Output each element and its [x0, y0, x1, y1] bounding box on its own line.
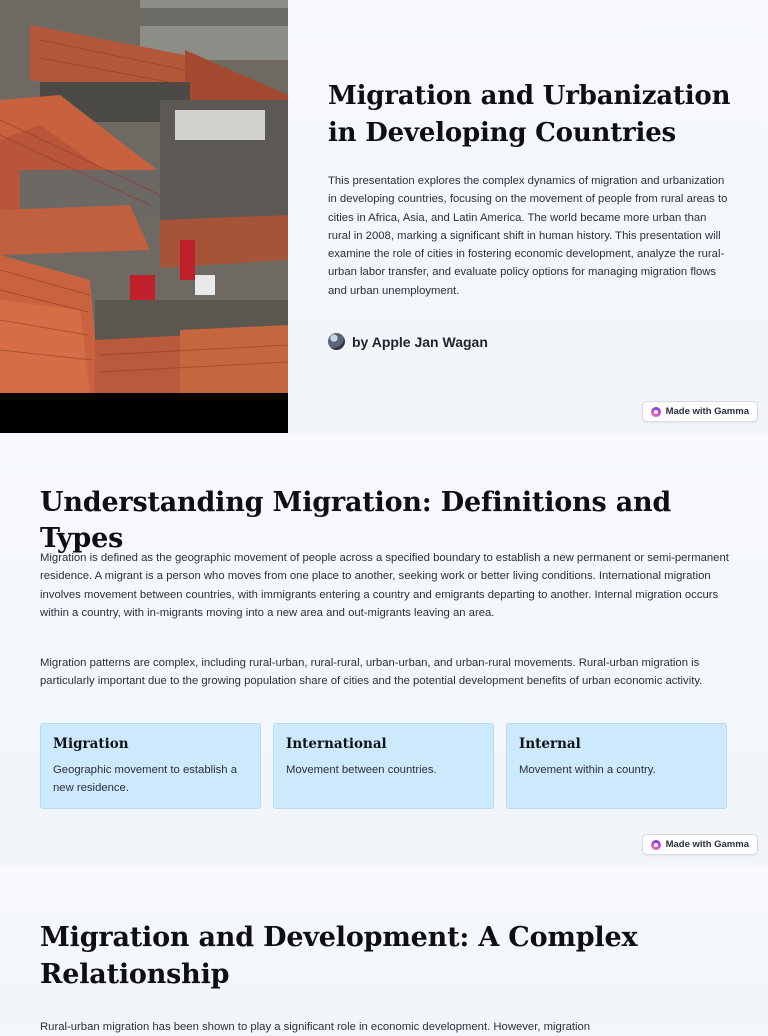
author-name: by Apple Jan Wagan	[352, 333, 488, 350]
slide2-paragraph-2: Migration patterns are complex, including rural-urban, rural-rural, urban-urban, and urban-rural movements. Rural-urban migration is particularly important due to the growing population share of cities and the potential development benefits of urban economic activity.	[40, 657, 703, 688]
card-text: Geographic movement to establish a new residence.	[53, 764, 237, 794]
avatar	[328, 333, 345, 350]
card-text: Movement within a country.	[519, 764, 656, 776]
slide2-title: Understanding Migration: Definitions and Types	[40, 487, 672, 554]
slide1-description: This presentation explores the complex dynamics of migration and urbanization in developing countries, focusing on the movement of people from rural areas to cities in Africa, Asia, and Latin America. The world became more urban than rural in 2008, marking a significant shift in human history. This presentation will examine the role of cities in fostering economic development, analyze the rural-urban labor transfer, and evaluate policy options for managing migration flows and urban unemployment.	[328, 175, 728, 297]
card-international	[273, 723, 494, 809]
slide2-paragraph-1: Migration is defined as the geographic movement of people across a specified boundary to establish a new permanent or semi-permanent residence. A migrant is a person who moves from one place to another, seeking work or better living conditions. International migration involves movement between countries, with immigrants entering a country and emigrants departing to another. Internal migration occurs within a country, with in-migrants moving into a new area and out-migrants leaving an area.	[40, 552, 729, 620]
slide3-title: Migration and Development: A Complex Relationship	[40, 922, 638, 990]
title-slide	[0, 0, 768, 433]
gamma-logo-icon	[651, 840, 661, 850]
rooftops-illustration	[0, 0, 288, 393]
image-bottom-bar	[0, 393, 288, 433]
slide3-body: Rural-urban migration has been shown to play a significant role in economic development. However, migration	[40, 1021, 591, 1033]
card-text: Movement between countries.	[286, 764, 437, 776]
card-internal	[506, 723, 727, 809]
development-slide	[0, 866, 768, 1033]
definitions-slide	[0, 433, 768, 866]
badge-label: Made with Gamma	[665, 839, 749, 850]
badge-label: Made with Gamma	[665, 406, 749, 417]
rooftops-photo	[0, 0, 288, 433]
definition-cards	[40, 723, 727, 809]
gamma-logo-icon	[651, 407, 661, 417]
made-with-gamma-badge[interactable]	[642, 401, 758, 422]
author-line	[328, 333, 488, 350]
card-title: Migration	[53, 736, 129, 752]
card-title: Internal	[519, 736, 581, 752]
made-with-gamma-badge[interactable]	[642, 834, 758, 855]
card-title: International	[286, 736, 387, 752]
card-migration	[40, 723, 261, 809]
slide1-title: Migration and Urbanization in Developing Countries	[328, 81, 731, 148]
